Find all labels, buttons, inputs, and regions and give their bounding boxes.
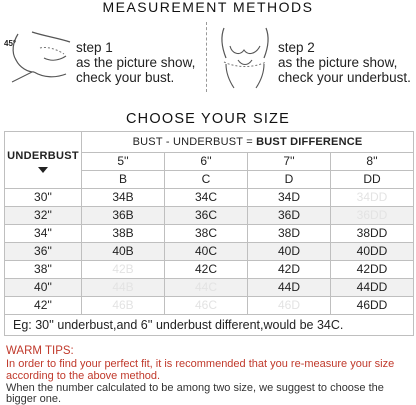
step1-line-2: as the picture show, bbox=[76, 55, 196, 70]
size-cell: 46C bbox=[165, 297, 248, 315]
underbust-cell: 38'' bbox=[5, 261, 82, 279]
warm-tips-red-text: In order to find your perfect fit, it is recommended that you re-measure your size according to the above method. bbox=[6, 358, 395, 382]
step1-line-title: step 1 bbox=[76, 40, 113, 55]
size-cell: 40DD bbox=[331, 243, 414, 261]
underbust-cell: 30'' bbox=[5, 189, 82, 207]
underbust-cell: 40'' bbox=[5, 279, 82, 297]
bust-difference-header bbox=[82, 132, 414, 153]
size-chart-table bbox=[4, 131, 414, 336]
size-row bbox=[5, 207, 414, 225]
size-row bbox=[5, 261, 414, 279]
size-cell: 34C bbox=[165, 189, 248, 207]
underbust-cell: 32'' bbox=[5, 207, 82, 225]
cup-cell: D bbox=[248, 171, 331, 189]
size-row bbox=[5, 225, 414, 243]
step-divider bbox=[206, 22, 207, 92]
step1-text bbox=[76, 40, 195, 85]
size-cell: 34D bbox=[248, 189, 331, 207]
size-cell: 40B bbox=[82, 243, 165, 261]
underbust-header-label: UNDERBUST bbox=[7, 149, 79, 162]
size-cell: 36B bbox=[82, 207, 165, 225]
size-cell: 44D bbox=[248, 279, 331, 297]
step2-line-3: check your underbust. bbox=[278, 70, 411, 85]
diff-cell: 7'' bbox=[248, 153, 331, 171]
triangle-down-icon bbox=[38, 167, 48, 173]
example-row bbox=[5, 315, 414, 336]
warm-tips-title: WARM TIPS: bbox=[6, 345, 74, 357]
step1-line-3: check your bust. bbox=[76, 70, 175, 85]
size-cell: 42DD bbox=[331, 261, 414, 279]
example-note: Eg: 30'' underbust,and 6'' underbust different,would be 34C. bbox=[5, 315, 414, 336]
underbust-measure-figure bbox=[216, 24, 274, 90]
cup-cell: C bbox=[165, 171, 248, 189]
underbust-header bbox=[5, 132, 82, 189]
bust-diff-bold: BUST DIFFERENCE bbox=[256, 135, 363, 148]
size-cell: 44B bbox=[82, 279, 165, 297]
angle-label: 45° bbox=[4, 39, 17, 48]
underbust-cell: 34'' bbox=[5, 225, 82, 243]
size-cell: 42C bbox=[165, 261, 248, 279]
size-row bbox=[5, 243, 414, 261]
size-cell: 40D bbox=[248, 243, 331, 261]
size-cell: 36D bbox=[248, 207, 331, 225]
size-cell: 34DD bbox=[331, 189, 414, 207]
measurement-methods-title: MEASUREMENT METHODS bbox=[102, 0, 314, 15]
step2-text bbox=[278, 40, 411, 85]
size-cell: 34B bbox=[82, 189, 165, 207]
size-cell: 36DD bbox=[331, 207, 414, 225]
size-row bbox=[5, 189, 414, 207]
cup-cell: B bbox=[82, 171, 165, 189]
choose-size-title: CHOOSE YOUR SIZE bbox=[126, 111, 290, 127]
size-cell: 42B bbox=[82, 261, 165, 279]
size-cell: 38D bbox=[248, 225, 331, 243]
warm-tips-black-text: When the number calculated to be among two size, we suggest to choose the bigger one. bbox=[6, 382, 384, 405]
size-cell: 46B bbox=[82, 297, 165, 315]
size-cell: 36C bbox=[165, 207, 248, 225]
header-row bbox=[5, 132, 414, 153]
size-cell: 38B bbox=[82, 225, 165, 243]
size-row bbox=[5, 279, 414, 297]
size-cell: 44C bbox=[165, 279, 248, 297]
diff-cell: 8'' bbox=[331, 153, 414, 171]
bust-diff-prefix: BUST - UNDERBUST = bbox=[132, 135, 257, 148]
underbust-cell: 42'' bbox=[5, 297, 82, 315]
size-cell: 38C bbox=[165, 225, 248, 243]
underbust-cell: 36'' bbox=[5, 243, 82, 261]
cup-cell: DD bbox=[331, 171, 414, 189]
step2-line-2: as the picture show, bbox=[278, 55, 398, 70]
size-cell: 44DD bbox=[331, 279, 414, 297]
step2-line-title: step 2 bbox=[278, 40, 315, 55]
size-row bbox=[5, 297, 414, 315]
diff-cell: 6'' bbox=[165, 153, 248, 171]
size-cell: 40C bbox=[165, 243, 248, 261]
size-cell: 38DD bbox=[331, 225, 414, 243]
size-cell: 46DD bbox=[331, 297, 414, 315]
size-cell: 42D bbox=[248, 261, 331, 279]
diff-cell: 5'' bbox=[82, 153, 165, 171]
size-cell: 46D bbox=[248, 297, 331, 315]
